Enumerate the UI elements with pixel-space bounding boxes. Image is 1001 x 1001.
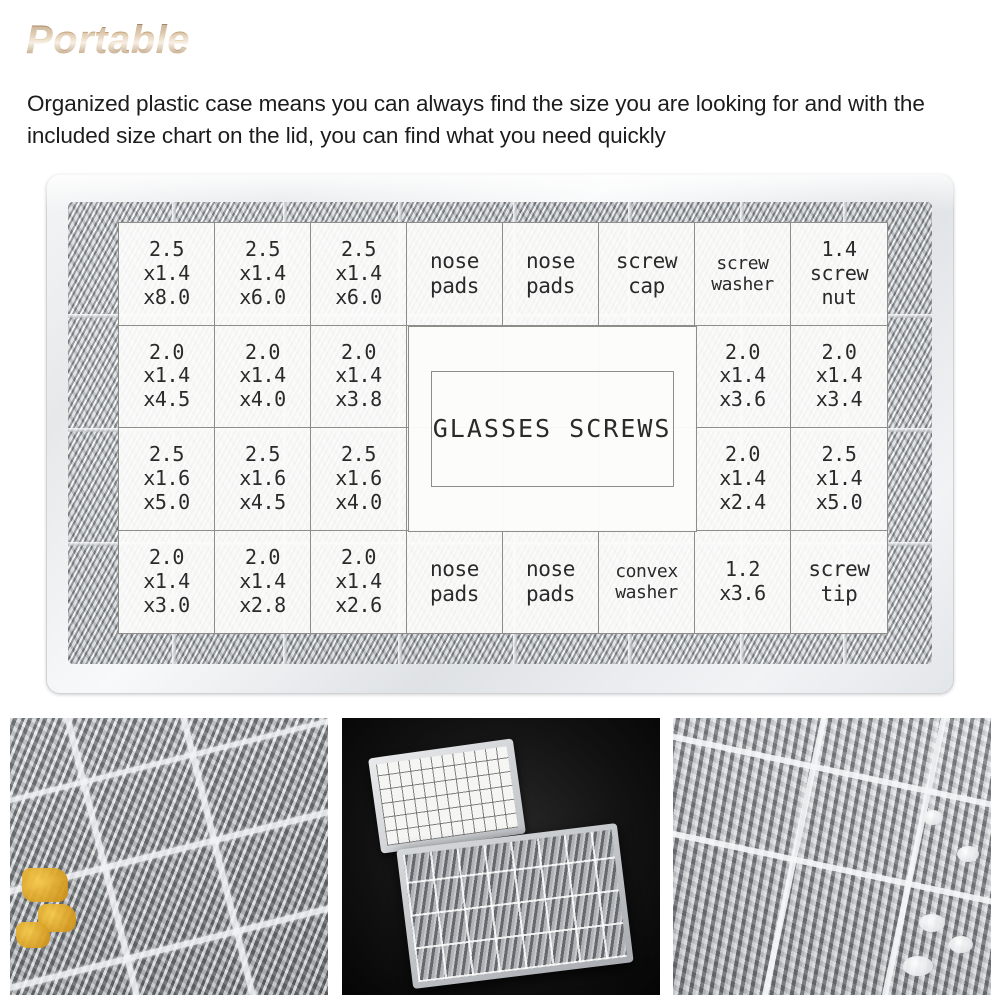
chart-cell: 2.0 x1.4 x3.8 — [311, 326, 407, 429]
thumbnail-strip — [0, 712, 1001, 1001]
page-title: Portable — [26, 18, 191, 62]
chart-cell: 2.5 x1.6 x5.0 — [119, 428, 215, 531]
lid-size-chart — [376, 746, 518, 846]
chart-cell: 2.0 x1.4 x3.0 — [119, 531, 215, 634]
chart-cell: 2.0 x1.4 x4.0 — [215, 326, 311, 429]
chart-cell: 2.5 x1.4 x8.0 — [119, 223, 215, 326]
thumbnail-compartments-left — [10, 718, 328, 995]
white-washer — [949, 936, 973, 953]
white-washer — [903, 956, 933, 976]
case-compartments-grid — [403, 830, 627, 983]
case-body — [396, 823, 633, 989]
size-chart — [118, 222, 888, 634]
divider-line — [673, 828, 991, 915]
chart-cell: 2.0 x1.4 x3.4 — [791, 326, 887, 429]
chart-cell: screw washer — [695, 223, 791, 326]
chart-center-logo-text: GLASSES SCREWS — [431, 371, 674, 487]
divider-line — [177, 718, 265, 995]
chart-cell: 2.5 x1.6 x4.5 — [215, 428, 311, 531]
chart-cell: screw cap — [599, 223, 695, 326]
white-washer — [923, 810, 943, 825]
divider-line — [874, 718, 951, 995]
plastic-case — [46, 174, 954, 694]
chart-cell: 2.0 x1.4 x2.6 — [311, 531, 407, 634]
chart-cell: 2.5 x1.4 x6.0 — [215, 223, 311, 326]
page-description: Organized plastic case means you can always find the size you are looking for and with the included size chart on the lid, you can find what you need quickly — [27, 91, 925, 148]
chart-cell: 1.2 x3.6 — [695, 531, 791, 634]
case-open-image — [342, 718, 660, 995]
chart-cell: 2.0 x1.4 x3.6 — [695, 326, 791, 429]
thumbnail-case-open-dark — [342, 718, 660, 995]
compartments-closeup-image — [10, 718, 328, 995]
chart-cell: 2.0 x1.4 x2.4 — [695, 428, 791, 531]
chart-cell: nose pads — [407, 531, 503, 634]
white-washer — [957, 846, 979, 862]
divider-line — [673, 731, 991, 816]
chart-cell: 2.0 x1.4 x4.5 — [119, 326, 215, 429]
white-washer — [919, 914, 945, 932]
divider-line — [10, 718, 328, 806]
amber-nose-pad — [22, 868, 68, 902]
amber-nose-pad — [16, 922, 50, 948]
chart-cell: convex washer — [599, 531, 695, 634]
thumbnail-compartments-right — [673, 718, 991, 995]
chart-center-logo — [408, 326, 697, 532]
chart-cell: 2.5 x1.4 x5.0 — [791, 428, 887, 531]
chart-cell: screw tip — [808, 556, 870, 606]
chart-cell: 2.5 x1.6 x4.0 — [311, 428, 407, 531]
chart-cell: 1.4 screw nut — [791, 223, 887, 326]
chart-cell: nose pads — [407, 223, 503, 326]
chart-cell: 2.5 x1.4 x6.0 — [311, 223, 407, 326]
chart-cell: 2.0 x1.4 x2.8 — [215, 531, 311, 634]
compartments-closeup-image — [673, 718, 991, 995]
hero-product-photo — [0, 160, 1001, 708]
chart-cell: nose pads — [503, 531, 599, 634]
chart-cell: nose pads — [503, 223, 599, 326]
